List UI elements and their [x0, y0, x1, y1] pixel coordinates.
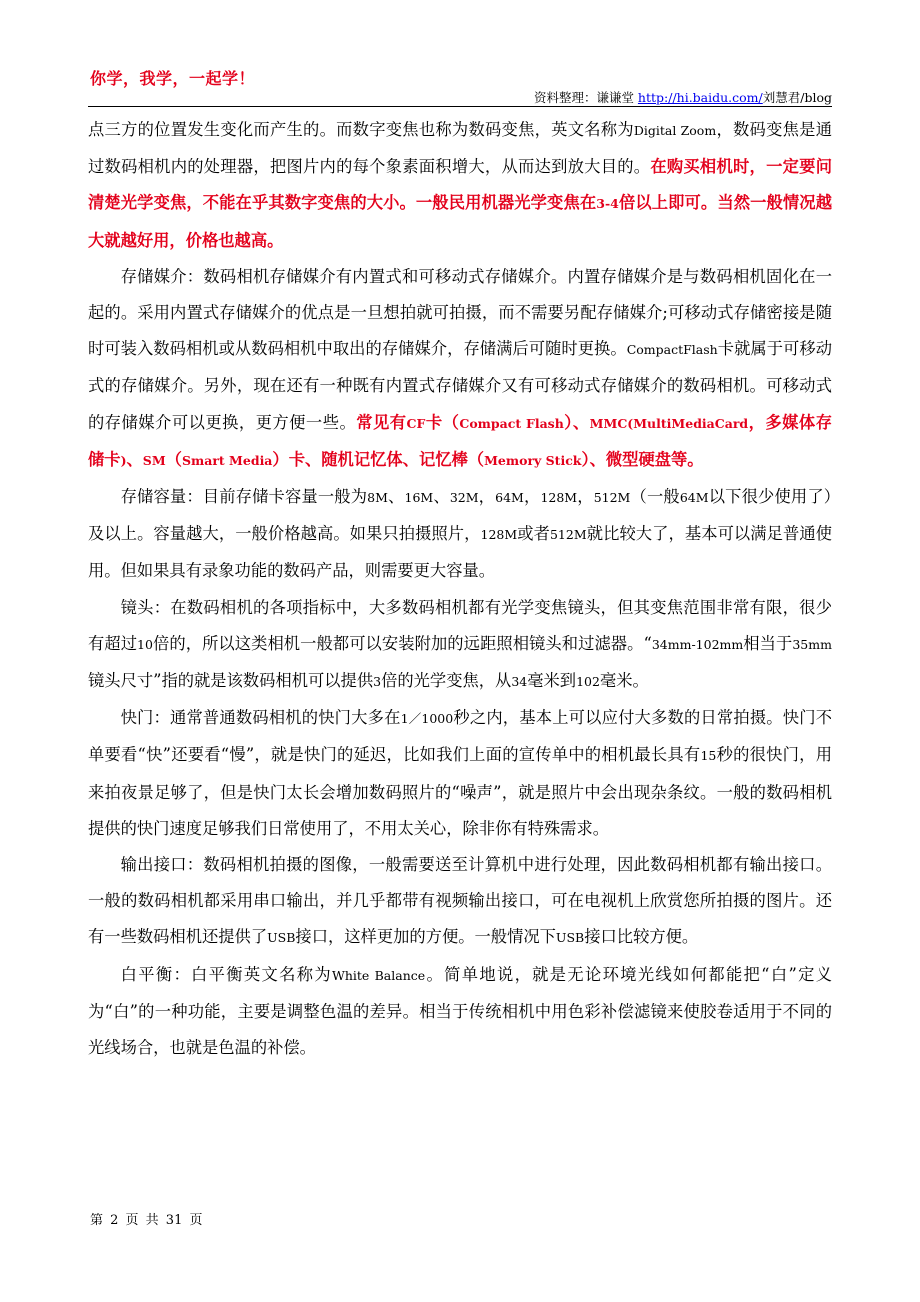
text: ）卡、随机记忆体、记忆棒（: [272, 449, 485, 469]
paragraph-storage-capacity: [88, 479, 832, 590]
text: ）、微型硬盘等。: [581, 449, 704, 469]
text: 接口比较方便。: [584, 927, 699, 947]
text: 存储媒介：数码相机存储媒介有内置式和可移动式存储媒介。内置存储媒介是与数码相机固化在一起的。采用内置式存储媒介的优点是一旦想拍就可拍摄，而不需要另配存储媒介;可移动式存储密接是随时可装入数码相机或从数码相机中取出的存储媒介，存储满后可随时更换。: [88, 266, 832, 359]
text: 10: [137, 636, 153, 652]
text: USB: [267, 930, 296, 946]
text: 。简单地说，就是无论环境光线如何都能把“白”定义为“白”的一种功能，主要是调整色温的差异。相当于传统相机中用色彩补偿滤镜来使胶卷适用于不同的光线场合，也就是色温的补偿。: [88, 964, 833, 1058]
text: 以下很少使用了）及以上。容量越大，一般价格越高。如果只拍摄照片，: [88, 487, 832, 544]
text: 常见有: [356, 412, 407, 432]
text: 白平衡：白平衡英文名称为: [120, 964, 332, 984]
text: 毫米。: [599, 671, 649, 691]
text: USB: [555, 930, 585, 946]
text: ，多媒体存储卡: [88, 412, 832, 469]
text: 128M: [540, 490, 578, 506]
text: MMC(MultiMediaCard: [589, 415, 749, 431]
text: 512M: [593, 490, 631, 506]
text: 、: [387, 487, 405, 507]
text: 、: [433, 487, 450, 507]
text: 128M: [480, 527, 518, 543]
paragraph-zoom: [88, 112, 832, 259]
text: SM: [142, 452, 166, 468]
text: 34mm-102mm: [651, 636, 744, 652]
text: 秒的很快门，用来拍夜景足够了，但是快门太长会增加数码照片的“噪声”，就是照片中会出现杂条纹。一般的数码相机提供的快门速度足够我们日常使用了，不用太关心，除非你有特殊需求。: [88, 745, 832, 838]
text: 102: [576, 674, 600, 690]
text: CF: [406, 415, 426, 431]
source-suffix: 刘慧君/blog: [762, 90, 832, 105]
paragraph-lens: [88, 590, 832, 701]
text: Memory Stick: [484, 452, 582, 468]
header-divider: [88, 106, 832, 107]
text: 倍的光学变焦，从: [381, 671, 512, 691]
text: ）、: [563, 412, 590, 432]
text: ，: [523, 487, 541, 507]
text: CompactFlash: [626, 342, 718, 358]
text: 就比较大了，基本可以满足普通使用。但如果具有录象功能的数码产品，则需要更大容量。: [88, 524, 832, 581]
text: 秒之内，基本上可以应付大多数的日常拍摄。快门不单要看“快”还要看“慢”，就是快门的延迟，比如我们上面的宣传单中的相机最长具有: [88, 708, 832, 765]
text: 或者: [517, 524, 550, 544]
text: 35mm: [792, 636, 832, 652]
text: ，: [478, 487, 496, 507]
text: 镜头：在数码相机的各项指标中，大多数码相机都有光学变焦镜头，但其变焦范围非常有限，很少有超过: [88, 597, 832, 653]
text: 输出接口：数码相机拍摄的图像，一般需要送至计算机中进行处理，因此数码相机都有输出接口。一般的数码相机都采用串口输出，并几乎都带有视频输出接口，可在电视机上欣赏您所拍摄的图片。还有一些数码相机还提供了: [88, 855, 832, 947]
text: 镜头尺寸”指的就是该数码相机可以提供: [88, 671, 374, 691]
text: ): [120, 452, 127, 468]
text: 在购买相机时，一定要问清楚光学变焦，不能在乎其数字变焦的大小。一般民用机器光学变焦在: [88, 157, 832, 213]
text: 存储容量：目前存储卡容量一般为: [120, 487, 368, 507]
text: Digital Zoom: [633, 123, 717, 138]
text: 、: [126, 449, 143, 469]
source-link[interactable]: http://hi.baidu.com/: [637, 90, 763, 105]
paragraph-shutter: [88, 700, 832, 847]
text: “: [643, 633, 652, 653]
text: （一般: [630, 487, 680, 507]
text: 相当于: [743, 633, 793, 653]
text: 点三方的位置发生变化而产生的。而数字变焦也称为数码变焦，英文名称为: [88, 120, 634, 139]
source-prefix: 资料整理：谦谦堂: [533, 90, 638, 105]
text: （: [165, 449, 182, 469]
text: 16M: [404, 490, 434, 506]
page-footer: 第 2 页 共 31 页: [90, 1213, 203, 1228]
text: 倍以上即可。当然一般情况越大就越好用，价格也越高。: [88, 193, 832, 250]
text: ，: [577, 487, 594, 507]
text: White Balance: [331, 967, 426, 983]
text: 接口，这样更加的方便。一般情况下: [295, 927, 556, 947]
text: 8M: [367, 490, 388, 506]
text: 3-4: [596, 196, 619, 212]
text: 32M: [449, 490, 479, 506]
text: 3: [373, 674, 382, 690]
text: 1／1000: [400, 711, 454, 727]
text: 64M: [495, 490, 524, 506]
text: 卡就属于可移动式的存储媒介。另外，现在还有一种既有内置式存储媒介又有可移动式存储媒介的数码相机。可移动式的存储媒介可以更换，更方便一些。: [88, 339, 832, 432]
paragraph-output-interface: [88, 847, 832, 957]
paragraph-white-balance: [88, 957, 832, 1067]
text: 64M: [679, 490, 709, 506]
text: 34: [511, 674, 528, 690]
text: Compact Flash: [459, 415, 564, 431]
text: ，数码变焦是通过数码相机内的处理器，把图片内的每个象素面积增大，从而达到放大目的。: [88, 120, 832, 177]
text: 卡（: [425, 412, 460, 432]
text: 快门：通常普通数码相机的快门大多在: [120, 708, 401, 728]
text: 512M: [549, 527, 587, 543]
text: 15: [700, 748, 717, 764]
header-source: [534, 88, 832, 106]
text: 毫米到: [527, 671, 577, 691]
document-body: [88, 112, 832, 1066]
text: Smart Media: [181, 452, 273, 468]
paragraph-storage-media: [88, 259, 832, 479]
text: 倍的，所以这类相机一般都可以安装附加的远距照相镜头和过滤器。: [152, 633, 644, 653]
header-slogan: 你学，我学，一起学！: [90, 69, 256, 88]
